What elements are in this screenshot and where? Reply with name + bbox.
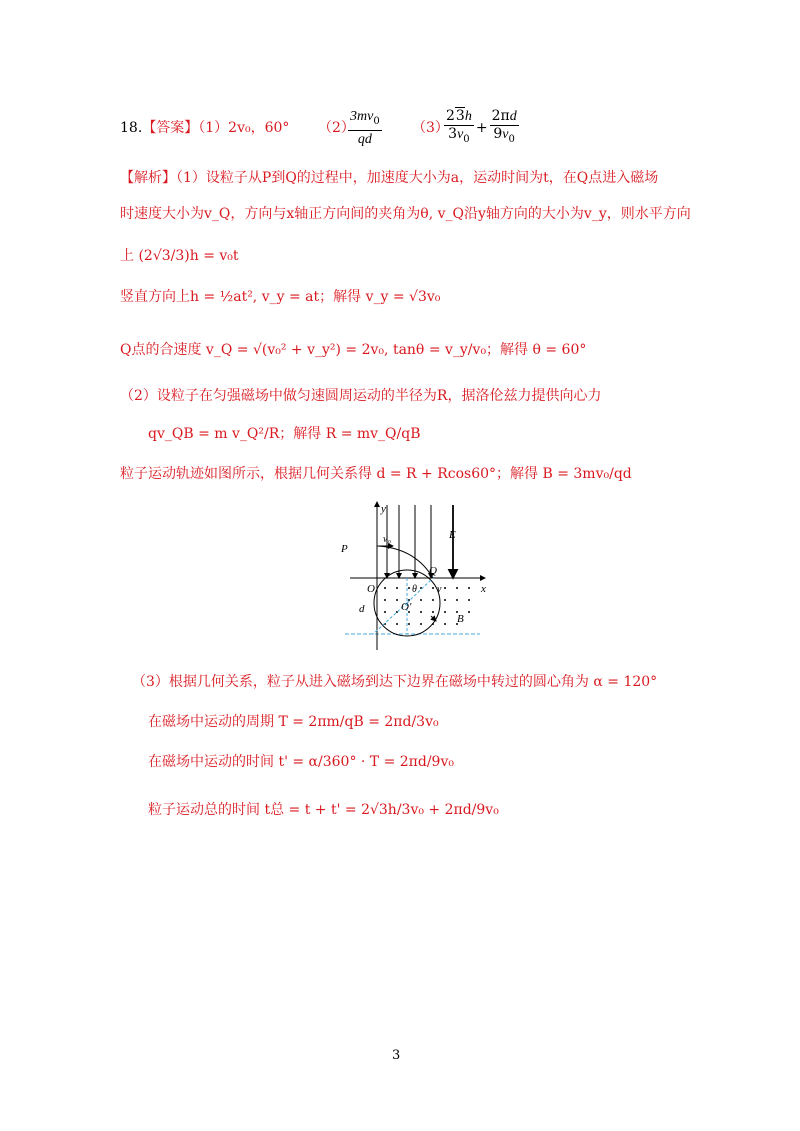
vertical-direction-text: 竖直方向上h = ½at², v_y = at；解得 v_y = √3v₀ [120, 289, 441, 305]
diagram-label-x: x [481, 583, 486, 595]
analysis-tag: 【解析】 [120, 170, 176, 186]
parabola-path [377, 546, 433, 578]
part3-time: 在磁场中运动的时间 t' = α/360° · T = 2πd/9v₀ [148, 754, 454, 770]
diagram-label-q: Q [429, 565, 437, 577]
answer-part1: （1）2v₀，60° [198, 120, 290, 136]
part2-intro: （2）设粒子在匀强磁场中做匀速圆周运动的半径为R，据洛伦兹力提供向心力 [120, 388, 602, 404]
diagram-label-vy: v [437, 584, 442, 595]
diagram-label-e: E [449, 529, 456, 541]
diagram-label-o: O [367, 583, 375, 595]
problem-number: 18. [120, 120, 143, 136]
part3-period: 在磁场中运动的周期 T = 2πm/qB = 2πd/3v₀ [148, 714, 439, 730]
diagram-label-b: B [457, 613, 464, 625]
trajectory-diagram [335, 500, 495, 660]
analysis-p1-line3: 上 (2√3/3)h = v₀t [120, 248, 239, 264]
diagram-label-y: y [381, 503, 386, 515]
diagram-label-d: d [359, 603, 365, 615]
q-velocity-text: Q点的合速度 v_Q = √(v₀² + v_y²) = 2v₀, tanθ = v_y/v₀；解得 θ = 60° [120, 342, 587, 358]
answer-part2-formula: $\frac{3mv_0}{qd}$ [350, 109, 380, 147]
diagram-label-v0: v₀ [383, 534, 391, 545]
part2-geometry: 粒子运动轨迹如图所示，根据几何关系得 d = R + Rcos60°；解得 B = 3mv₀/qd [120, 466, 632, 482]
part3-intro: （3）根据几何关系，粒子从进入磁场到达下边界在磁场中转过的圆心角为 α = 120° [132, 674, 658, 690]
part2-equation: qv_QB = m v_Q²/R；解得 R = mv_Q/qB [148, 426, 421, 442]
analysis-p1-line1: （1）设粒子从P到Q的过程中，加速度大小为a，运动时间为t，在Q点进入磁场 [176, 170, 659, 186]
answer-part2-label: （2） [318, 120, 355, 136]
diagram-label-theta: θ [412, 584, 417, 595]
answer-part3-label: （3） [412, 120, 449, 136]
diagram-label-o-prime: O' [401, 601, 412, 613]
page-number: 3 [392, 1048, 401, 1063]
answer-tag: 【答案】 [142, 120, 199, 136]
analysis-p1-line2: 时速度大小为v_Q，方向与x轴正方向间的夹角为θ, v_Q沿y轴方向的大小为v_y，则水平方向 [120, 206, 691, 222]
e-field-lines [387, 505, 453, 578]
diagram-label-p: P [341, 543, 348, 555]
answer-part3-formula: $\frac{23h}{3v_0}$ + $\frac{2\pi d}{9v_0}$ [446, 108, 517, 145]
part3-total: 粒子运动总的时间 t总 = t + t' = 2√3h/3v₀ + 2πd/9v₀ [148, 802, 499, 818]
